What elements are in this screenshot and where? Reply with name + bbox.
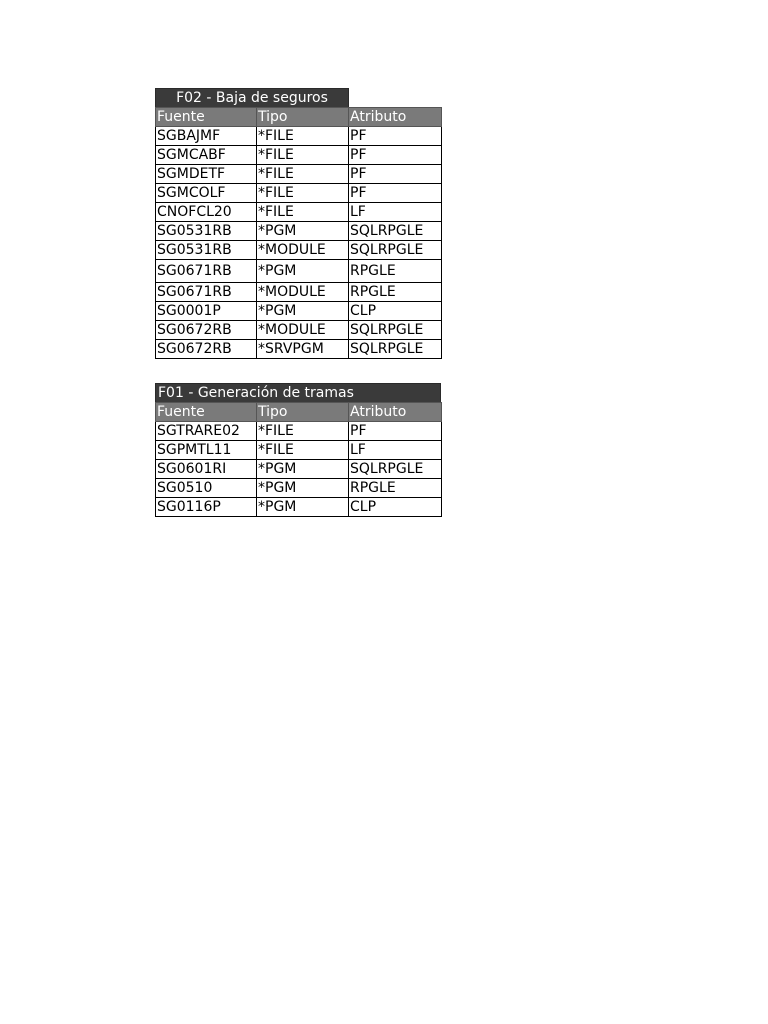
cell-atributo: PF — [349, 146, 442, 165]
cell-tipo: *FILE — [257, 203, 349, 222]
cell-atributo: SQLRPGLE — [349, 460, 442, 479]
cell-fuente: CNOFCL20 — [156, 203, 257, 222]
table-row — [156, 479, 442, 498]
cell-tipo: *MODULE — [257, 283, 349, 302]
cell-fuente: SG0671RB — [156, 260, 257, 283]
table-row — [156, 321, 442, 340]
table-row — [156, 441, 442, 460]
cell-tipo: *PGM — [257, 260, 349, 283]
table-row — [156, 498, 442, 517]
cell-fuente: SG0116P — [156, 498, 257, 517]
cell-tipo: *FILE — [257, 127, 349, 146]
cell-atributo: LF — [349, 441, 442, 460]
cell-atributo: SQLRPGLE — [349, 241, 442, 260]
cell-fuente: SG0510 — [156, 479, 257, 498]
table-row — [156, 283, 442, 302]
cell-tipo: *PGM — [257, 460, 349, 479]
cell-tipo: *FILE — [257, 422, 349, 441]
cell-tipo: *MODULE — [257, 321, 349, 340]
column-header-fuente: Fuente — [156, 108, 257, 127]
cell-atributo: CLP — [349, 302, 442, 321]
table-row — [156, 340, 442, 359]
cell-fuente: SGBAJMF — [156, 127, 257, 146]
objects-table — [155, 402, 442, 517]
cell-fuente: SG0671RB — [156, 283, 257, 302]
table-block-f01 — [155, 383, 442, 517]
cell-tipo: *PGM — [257, 479, 349, 498]
cell-atributo: SQLRPGLE — [349, 222, 442, 241]
cell-fuente: SG0672RB — [156, 340, 257, 359]
column-header-atributo: Atributo — [349, 108, 442, 127]
cell-atributo: RPGLE — [349, 260, 442, 283]
table-row — [156, 460, 442, 479]
cell-atributo: SQLRPGLE — [349, 340, 442, 359]
table-row — [156, 222, 442, 241]
table-title: F02 - Baja de seguros — [155, 88, 349, 107]
table-title: F01 - Generación de tramas — [155, 383, 441, 402]
table-row — [156, 422, 442, 441]
header-row — [156, 403, 442, 422]
cell-fuente: SG0001P — [156, 302, 257, 321]
cell-tipo: *MODULE — [257, 241, 349, 260]
cell-atributo: PF — [349, 422, 442, 441]
cell-tipo: *PGM — [257, 498, 349, 517]
table-row — [156, 260, 442, 283]
cell-tipo: *FILE — [257, 165, 349, 184]
cell-fuente: SGMCOLF — [156, 184, 257, 203]
table-row — [156, 165, 442, 184]
table-row — [156, 184, 442, 203]
cell-fuente: SGMCABF — [156, 146, 257, 165]
cell-fuente: SGMDETF — [156, 165, 257, 184]
cell-atributo: CLP — [349, 498, 442, 517]
cell-atributo: PF — [349, 165, 442, 184]
table-row — [156, 203, 442, 222]
table-row — [156, 241, 442, 260]
cell-tipo: *FILE — [257, 146, 349, 165]
cell-fuente: SG0672RB — [156, 321, 257, 340]
table-block-f02 — [155, 88, 442, 359]
cell-tipo: *PGM — [257, 302, 349, 321]
cell-tipo: *PGM — [257, 222, 349, 241]
cell-tipo: *FILE — [257, 441, 349, 460]
table-row — [156, 146, 442, 165]
cell-atributo: SQLRPGLE — [349, 321, 442, 340]
objects-table — [155, 107, 442, 359]
cell-atributo: RPGLE — [349, 479, 442, 498]
cell-fuente: SG0531RB — [156, 241, 257, 260]
cell-atributo: RPGLE — [349, 283, 442, 302]
column-header-fuente: Fuente — [156, 403, 257, 422]
cell-atributo: LF — [349, 203, 442, 222]
cell-tipo: *FILE — [257, 184, 349, 203]
cell-fuente: SGPMTL11 — [156, 441, 257, 460]
cell-fuente: SGTRARE02 — [156, 422, 257, 441]
cell-atributo: PF — [349, 184, 442, 203]
column-header-tipo: Tipo — [257, 403, 349, 422]
table-row — [156, 127, 442, 146]
table-row — [156, 302, 442, 321]
header-row — [156, 108, 442, 127]
cell-fuente: SG0531RB — [156, 222, 257, 241]
cell-atributo: PF — [349, 127, 442, 146]
cell-tipo: *SRVPGM — [257, 340, 349, 359]
column-header-tipo: Tipo — [257, 108, 349, 127]
cell-fuente: SG0601RI — [156, 460, 257, 479]
column-header-atributo: Atributo — [349, 403, 442, 422]
